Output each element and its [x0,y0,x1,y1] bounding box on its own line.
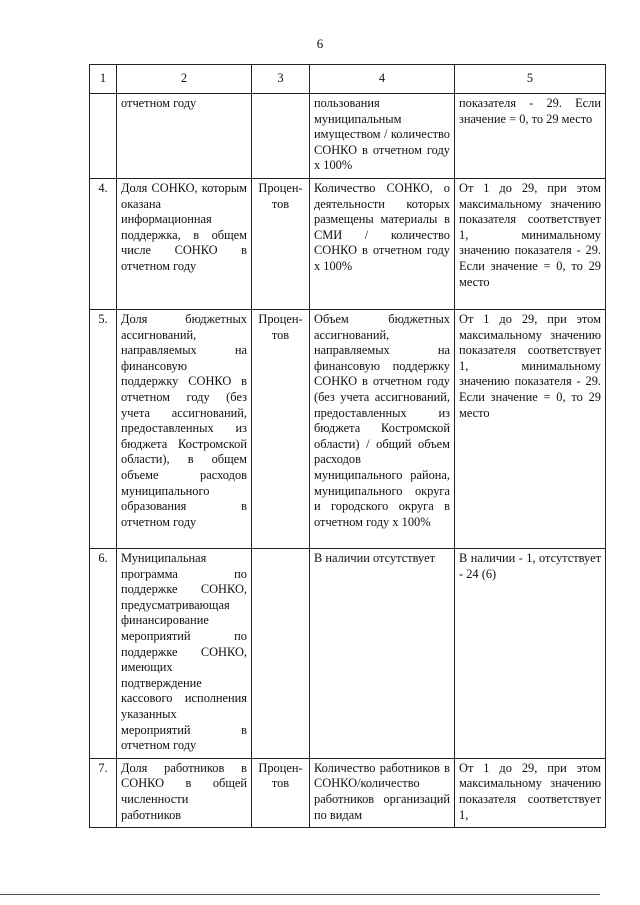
table-row [90,758,606,827]
table-row [90,94,606,179]
indicator-name: отчетном году [117,94,252,179]
score-cell: В наличии - 1, отсутствует - 24 (6) [455,549,606,759]
header-cell: 4 [310,65,455,94]
unit-cell: Процен-тов [252,758,310,827]
bottom-rule [0,894,600,895]
formula-cell: В наличии отсутствует [310,549,455,759]
score-cell: показателя - 29. Если значение = 0, то 29 место [455,94,606,179]
indicator-name: Муниципальная программа по поддержке СОНКО, предусматривающая финансирование мероприятий по поддержке СОНКО, имеющих подтверждение кассового исполнения указанных мероприятий в отчетном году [117,549,252,759]
formula-cell: Количество работников в СОНКО/количество работников организаций по видам [310,758,455,827]
score-cell: От 1 до 29, при этом максимальному значению показателя соответствует 1, минимальному значению показателя - 29. Если значение = 0, то 29 место [455,310,606,549]
row-number: 6. [90,549,117,759]
score-cell: От 1 до 29, при этом максимальному значению показателя соответствует 1, минимальному значению показателя - 29. Если значение = 0, то 29 место [455,179,606,310]
row-number [90,94,117,179]
score-cell: От 1 до 29, при этом максимальному значению показателя соответствует 1, [455,758,606,827]
row-number: 5. [90,310,117,549]
header-cell: 5 [455,65,606,94]
row-number: 4. [90,179,117,310]
indicator-name: Доля СОНКО, которым оказана информационная поддержка, в общем числе СОНКО в отчетном году [117,179,252,310]
table-header-row [90,65,606,94]
table-row [90,310,606,549]
table-row [90,549,606,759]
formula-cell: Объем бюджетных ассигнований, направляемых на финансовую поддержку СОНКО в отчетном году (без учета ассигнований, предоставленных из бюджета Костромской области) / общий объем расходов муниципального района, муниципального округа и городского округа в отчетном году х 100% [310,310,455,549]
row-number: 7. [90,758,117,827]
header-cell: 3 [252,65,310,94]
indicator-name: Доля бюджетных ассигнований, направляемых на финансовую поддержку СОНКО в отчетном году (без учета ассигнований, предоставленных из бюджета Костромской области), в общем объеме расходов муниципального образования в отчетном году [117,310,252,549]
indicator-name: Доля работников в СОНКО в общей численности работников [117,758,252,827]
table-row [90,179,606,310]
unit-cell: Процен-тов [252,179,310,310]
unit-cell [252,549,310,759]
formula-cell: Количество СОНКО, о деятельности которых размещены материалы в СМИ / количество СОНКО в отчетном году х 100% [310,179,455,310]
header-cell: 1 [90,65,117,94]
unit-cell [252,94,310,179]
page-number: 6 [316,36,324,51]
header-cell: 2 [117,65,252,94]
unit-cell: Процен-тов [252,310,310,549]
formula-cell: пользования муниципальным имуществом / количество СОНКО в отчетном году х 100% [310,94,455,179]
indicators-table [89,64,606,828]
